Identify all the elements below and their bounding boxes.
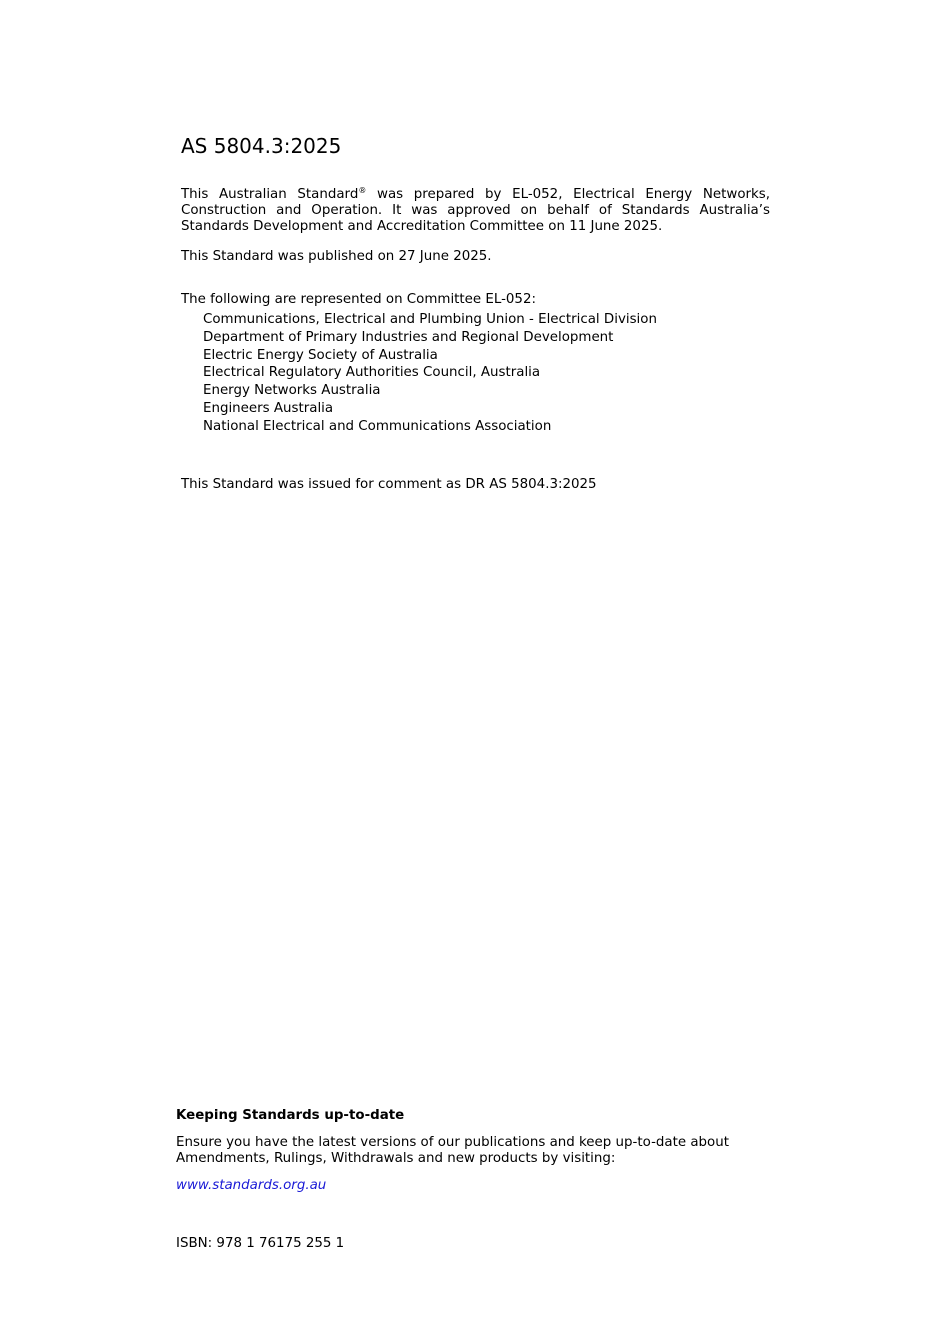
preparation-text-start: This Australian Standard <box>181 187 359 202</box>
committee-member-list <box>203 311 657 436</box>
comment-draft-note: This Standard was issued for comment as DR AS 5804.3:2025 <box>181 477 597 492</box>
committee-member: Communications, Electrical and Plumbing Union - Electrical Division <box>203 312 657 327</box>
committee-member: Engineers Australia <box>203 400 334 416</box>
committee-member: Energy Networks Australia <box>203 383 381 399</box>
standards-website-link[interactable]: www.standards.org.au <box>176 1178 327 1193</box>
published-date-text: This Standard was published on 27 June 2025. <box>181 249 492 264</box>
page-title: AS 5804.3:2025 <box>181 134 342 158</box>
registered-mark: ® <box>358 186 367 195</box>
committee-member: National Electrical and Communications Association <box>203 418 552 434</box>
keeping-up-to-date-text: Ensure you have the latest versions of our publications and keep up-to-date about Amendments, Rulings, Withdrawals and new products by visiting: <box>176 1135 729 1166</box>
committee-heading: The following are represented on Committee EL-052: <box>181 292 536 307</box>
committee-member: Electric Energy Society of Australia <box>203 347 438 363</box>
committee-member: Electrical Regulatory Authorities Council, Australia <box>203 365 541 381</box>
preparation-paragraph <box>181 187 770 235</box>
keeping-up-to-date-heading: Keeping Standards up-to-date <box>176 1108 405 1123</box>
preparation-text-end: was prepared by EL-052, Electrical Energy Networks, Construction and Operation. It was approved on behalf of Standards Australia’s Standards Development and Accreditation Committee on 11 June 2025. <box>181 187 771 234</box>
committee-member: Department of Primary Industries and Regional Development <box>203 329 614 345</box>
isbn-text: ISBN: 978 1 76175 255 1 <box>176 1236 345 1251</box>
